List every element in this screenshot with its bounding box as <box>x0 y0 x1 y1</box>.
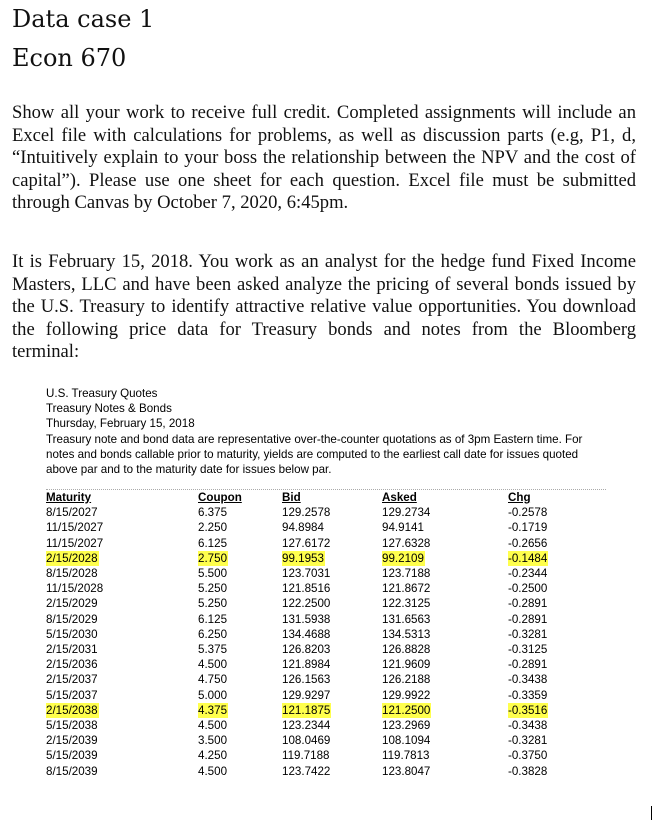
cell-coupon-value: 4.250 <box>198 749 228 763</box>
quotes-date: Thursday, February 15, 2018 <box>46 417 195 431</box>
treasury-quotes-table <box>46 490 568 779</box>
cell-asked <box>382 627 508 642</box>
cell-coupon <box>198 551 282 566</box>
cell-bid-value: 94.8984 <box>282 521 324 535</box>
cell-maturity-value: 5/15/2038 <box>46 719 98 733</box>
cell-bid <box>282 627 382 642</box>
cell-asked <box>382 566 508 581</box>
table-row <box>46 733 568 748</box>
cell-maturity <box>46 733 198 748</box>
cell-chg <box>508 627 568 642</box>
cell-chg <box>508 520 568 535</box>
cell-bid-value: 121.8984 <box>282 658 331 672</box>
cell-coupon-value: 6.125 <box>198 612 228 626</box>
cell-chg <box>508 551 568 566</box>
cell-coupon <box>198 764 282 779</box>
cell-chg-value: -0.3438 <box>508 673 548 687</box>
cell-asked-value: 131.6563 <box>382 612 431 626</box>
table-row <box>46 672 568 687</box>
cell-coupon <box>198 718 282 733</box>
cell-coupon-value: 4.375 <box>198 703 228 717</box>
cell-bid-value: 126.8203 <box>282 643 331 657</box>
cell-chg <box>508 581 568 596</box>
cell-coupon-value: 6.375 <box>198 506 228 520</box>
cell-maturity <box>46 566 198 581</box>
table-row <box>46 688 568 703</box>
cell-coupon <box>198 703 282 718</box>
cell-maturity <box>46 536 198 551</box>
column-header-maturity: Maturity <box>46 491 92 504</box>
cell-bid <box>282 596 382 611</box>
cell-asked <box>382 657 508 672</box>
instructions-paragraph: Show all your work to receive full credit. Completed assignments will include an Excel file with calculations for problems, as well as discussion parts (e.g, P1, d, “Intuitively explain to your boss the relationship between the NPV and the cost of capital”). Please use one sheet for each question. Excel file must be submitted through Canvas by October 7, 2020, 6:45pm. <box>12 102 636 214</box>
cell-asked-value: 99.2109 <box>382 551 424 565</box>
cell-maturity <box>46 551 198 566</box>
cell-asked-value: 129.2734 <box>382 506 431 520</box>
cell-bid-value: 127.6172 <box>282 536 331 550</box>
cell-coupon-value: 4.500 <box>198 719 228 733</box>
cell-bid <box>282 536 382 551</box>
cell-asked <box>382 764 508 779</box>
cell-chg <box>508 703 568 718</box>
cell-bid-value: 121.1875 <box>282 703 331 717</box>
cell-bid <box>282 733 382 748</box>
cell-bid-value: 122.2500 <box>282 597 331 611</box>
cell-asked <box>382 672 508 687</box>
cell-asked <box>382 596 508 611</box>
cell-maturity-value: 2/15/2031 <box>46 643 98 657</box>
cell-chg <box>508 596 568 611</box>
cell-maturity <box>46 520 198 535</box>
table-row <box>46 520 568 535</box>
cell-coupon-value: 5.500 <box>198 567 228 581</box>
table-body <box>46 505 568 779</box>
cell-maturity-value: 11/15/2028 <box>46 582 104 596</box>
table-row <box>46 581 568 596</box>
cell-bid-value: 129.9297 <box>282 688 331 702</box>
cell-chg <box>508 566 568 581</box>
cell-bid <box>282 551 382 566</box>
cell-bid <box>282 520 382 535</box>
table-row <box>46 612 568 627</box>
cell-bid-value: 121.8516 <box>282 582 331 596</box>
cell-maturity-value: 8/15/2027 <box>46 506 98 520</box>
cell-coupon-value: 3.500 <box>198 734 228 748</box>
cell-maturity <box>46 703 198 718</box>
cell-chg <box>508 733 568 748</box>
cell-coupon-value: 5.250 <box>198 597 228 611</box>
table-row <box>46 764 568 779</box>
cell-coupon <box>198 566 282 581</box>
table-row <box>46 703 568 718</box>
cell-asked-value: 123.8047 <box>382 764 431 778</box>
cell-chg-value: -0.2891 <box>508 612 548 626</box>
cell-maturity <box>46 642 198 657</box>
cell-bid <box>282 581 382 596</box>
cell-asked-value: 119.7813 <box>382 749 430 763</box>
cell-asked <box>382 703 508 718</box>
cell-maturity-value: 2/15/2038 <box>46 703 98 717</box>
cell-chg-value: -0.2656 <box>508 536 548 550</box>
cell-chg <box>508 718 568 733</box>
table-row <box>46 718 568 733</box>
table-row <box>46 642 568 657</box>
cell-coupon <box>198 627 282 642</box>
quotes-header <box>46 386 606 477</box>
cell-asked-value: 123.2969 <box>382 719 431 733</box>
cell-bid <box>282 688 382 703</box>
cell-asked-value: 127.6328 <box>382 536 431 550</box>
cell-bid <box>282 672 382 687</box>
cell-maturity-value: 8/15/2028 <box>46 567 98 581</box>
cell-chg-value: -0.3125 <box>508 643 548 657</box>
cell-asked-value: 121.9609 <box>382 658 431 672</box>
cell-chg-value: -0.3750 <box>508 749 548 763</box>
cell-coupon-value: 6.250 <box>198 627 228 641</box>
cell-bid <box>282 642 382 657</box>
cell-maturity <box>46 581 198 596</box>
table-row <box>46 596 568 611</box>
cell-maturity-value: 5/15/2037 <box>46 688 98 702</box>
table-row <box>46 748 568 763</box>
cell-bid <box>282 505 382 520</box>
cell-coupon <box>198 581 282 596</box>
cell-asked-value: 121.8672 <box>382 582 431 596</box>
cell-chg <box>508 688 568 703</box>
table-row <box>46 627 568 642</box>
cell-bid-value: 134.4688 <box>282 627 331 641</box>
cell-coupon <box>198 657 282 672</box>
cell-coupon <box>198 672 282 687</box>
cell-coupon-value: 2.250 <box>198 521 228 535</box>
cell-maturity <box>46 505 198 520</box>
quotes-subtitle: Treasury Notes & Bonds <box>46 402 172 416</box>
table-row <box>46 536 568 551</box>
cell-maturity <box>46 672 198 687</box>
cell-maturity-value: 8/15/2039 <box>46 764 98 778</box>
cell-bid-value: 131.5938 <box>282 612 331 626</box>
cell-bid <box>282 612 382 627</box>
cell-bid <box>282 703 382 718</box>
cell-maturity-value: 5/15/2030 <box>46 627 98 641</box>
cell-maturity <box>46 627 198 642</box>
cell-bid <box>282 718 382 733</box>
cell-asked <box>382 688 508 703</box>
cell-asked <box>382 520 508 535</box>
cell-coupon <box>198 596 282 611</box>
cell-maturity-value: 5/15/2039 <box>46 749 98 763</box>
cell-chg-value: -0.2500 <box>508 582 548 596</box>
cell-coupon <box>198 642 282 657</box>
cell-maturity-value: 2/15/2028 <box>46 551 98 565</box>
cell-coupon <box>198 612 282 627</box>
cell-maturity-value: 11/15/2027 <box>46 521 104 535</box>
cell-coupon-value: 4.750 <box>198 673 228 687</box>
cell-chg <box>508 748 568 763</box>
cell-bid-value: 123.2344 <box>282 719 331 733</box>
cell-maturity <box>46 612 198 627</box>
table-header-row <box>46 490 568 505</box>
cell-maturity-value: 8/15/2029 <box>46 612 98 626</box>
cell-asked-value: 126.8828 <box>382 643 431 657</box>
cell-asked <box>382 551 508 566</box>
cell-bid-value: 123.7031 <box>282 567 331 581</box>
cell-asked-value: 134.5313 <box>382 627 431 641</box>
cell-chg <box>508 536 568 551</box>
cell-maturity <box>46 748 198 763</box>
cell-asked-value: 123.7188 <box>382 567 431 581</box>
cell-coupon-value: 4.500 <box>198 764 228 778</box>
cell-coupon <box>198 536 282 551</box>
cell-asked <box>382 581 508 596</box>
cell-bid <box>282 657 382 672</box>
cell-bid-value: 129.2578 <box>282 506 331 520</box>
cell-coupon <box>198 748 282 763</box>
cell-maturity-value: 2/15/2037 <box>46 673 98 687</box>
table-row <box>46 657 568 672</box>
cell-coupon <box>198 733 282 748</box>
cell-bid-value: 119.7188 <box>282 749 330 763</box>
cell-asked <box>382 748 508 763</box>
cell-asked <box>382 612 508 627</box>
cell-maturity <box>46 764 198 779</box>
cell-bid <box>282 764 382 779</box>
cell-asked <box>382 718 508 733</box>
cell-bid-value: 99.1953 <box>282 551 324 565</box>
column-header-asked: Asked <box>382 491 417 504</box>
cell-chg-value: -0.3281 <box>508 627 548 641</box>
cell-chg-value: -0.2891 <box>508 597 548 611</box>
column-header-chg: Chg <box>508 491 531 504</box>
cell-chg-value: -0.3281 <box>508 734 548 748</box>
cell-asked-value: 108.1094 <box>382 734 431 748</box>
cell-chg-value: -0.3359 <box>508 688 548 702</box>
document-title: Data case 1 <box>12 5 155 33</box>
cell-asked-value: 121.2500 <box>382 703 431 717</box>
cell-chg-value: -0.3516 <box>508 703 548 717</box>
cell-maturity-value: 2/15/2036 <box>46 658 98 672</box>
cell-coupon-value: 5.375 <box>198 643 228 657</box>
column-header-bid: Bid <box>282 491 301 504</box>
cell-coupon <box>198 505 282 520</box>
table-row <box>46 551 568 566</box>
cell-chg <box>508 657 568 672</box>
cell-maturity <box>46 718 198 733</box>
cell-coupon-value: 2.750 <box>198 551 228 565</box>
cell-chg <box>508 764 568 779</box>
cell-coupon <box>198 688 282 703</box>
cell-coupon <box>198 520 282 535</box>
cell-chg-value: -0.3438 <box>508 719 548 733</box>
cell-chg-value: -0.2578 <box>508 506 548 520</box>
cell-asked-value: 126.2188 <box>382 673 431 687</box>
quotes-note: Treasury note and bond data are representative over-the-counter quotations as of 3pm Eastern time. For notes and bonds callable prior to maturity, yields are computed to the earliest call date for issues quoted above par and to the maturity date for issues below par. <box>46 432 583 477</box>
cell-chg <box>508 505 568 520</box>
cell-chg-value: -0.3828 <box>508 764 548 778</box>
cell-maturity <box>46 657 198 672</box>
cell-asked-value: 122.3125 <box>382 597 431 611</box>
cell-bid <box>282 748 382 763</box>
cell-maturity-value: 11/15/2027 <box>46 536 104 550</box>
cell-maturity <box>46 596 198 611</box>
cell-asked-value: 129.9922 <box>382 688 431 702</box>
cell-chg-value: -0.1719 <box>508 521 548 535</box>
cell-chg <box>508 642 568 657</box>
cell-chg-value: -0.2344 <box>508 567 548 581</box>
course-title: Econ 670 <box>12 44 127 72</box>
cell-chg-value: -0.1484 <box>508 551 548 565</box>
cell-maturity-value: 2/15/2029 <box>46 597 98 611</box>
cell-asked <box>382 733 508 748</box>
cell-maturity <box>46 688 198 703</box>
cell-bid-value: 108.0469 <box>282 734 331 748</box>
cell-chg-value: -0.2891 <box>508 658 548 672</box>
cell-asked <box>382 505 508 520</box>
cell-chg <box>508 612 568 627</box>
column-header-coupon: Coupon <box>198 491 242 504</box>
cell-chg <box>508 672 568 687</box>
quotes-title: U.S. Treasury Quotes <box>46 387 158 400</box>
cell-maturity-value: 2/15/2039 <box>46 734 98 748</box>
cell-asked <box>382 536 508 551</box>
cell-coupon-value: 5.250 <box>198 582 228 596</box>
table-row <box>46 566 568 581</box>
cell-coupon-value: 5.000 <box>198 688 228 702</box>
cell-asked-value: 94.9141 <box>382 521 424 535</box>
cell-coupon-value: 6.125 <box>198 536 228 550</box>
cell-asked <box>382 642 508 657</box>
cell-bid-value: 126.1563 <box>282 673 331 687</box>
scenario-paragraph: It is February 15, 2018. You work as an analyst for the hedge fund Fixed Income Masters, LLC and have been asked analyze the pricing of several bonds issued by the U.S. Treasury to identify attractive relative value opportunities. You download the following price data for Treasury bonds and notes from the Bloomberg terminal: <box>12 251 636 363</box>
cell-bid <box>282 566 382 581</box>
cell-coupon-value: 4.500 <box>198 658 228 672</box>
table-row <box>46 505 568 520</box>
text-cursor <box>651 806 652 820</box>
cell-bid-value: 123.7422 <box>282 764 331 778</box>
